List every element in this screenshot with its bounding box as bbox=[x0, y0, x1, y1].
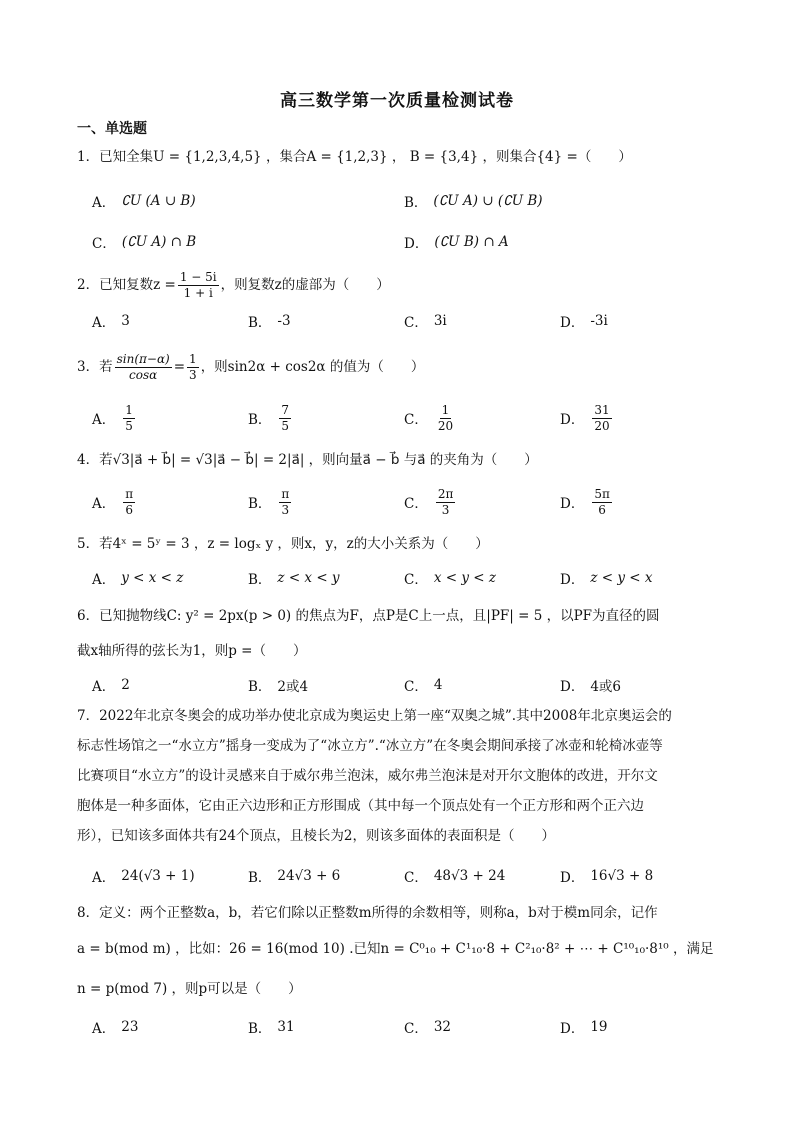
question-3-stem: 3．若 $\frac{\sin(\pi-\alpha)}{\cos\alpha}$ = $\frac{1}{3}$ ，则sin2α + cos2α 的值为（ ） bbox=[77, 351, 425, 382]
option-b[interactable]: B． 24√3 + 6 bbox=[248, 868, 341, 886]
option-a[interactable]: A． 2 bbox=[92, 677, 130, 695]
option-b[interactable]: B． (∁U A) ∪ (∁U B) bbox=[404, 193, 543, 211]
option-a[interactable]: A． $\frac{\pi}{6}$ bbox=[92, 486, 134, 517]
option-b[interactable]: B． z < x < y bbox=[248, 570, 340, 588]
option-d[interactable]: D． $\frac{5\pi}{6}$ bbox=[560, 486, 610, 517]
question-1-options-row2 bbox=[0, 227, 794, 257]
option-a[interactable]: A． $\frac{1}{5}$ bbox=[92, 402, 133, 433]
option-c[interactable]: C． 32 bbox=[404, 1019, 452, 1037]
option-b[interactable]: B． 31 bbox=[248, 1019, 295, 1037]
option-b[interactable]: B． 2或4 bbox=[248, 679, 309, 695]
fraction: $\frac{1 - 5i}{1 + i}$ bbox=[179, 269, 217, 300]
option-d[interactable]: D． -3i bbox=[560, 313, 608, 331]
question-1-stem: 1．已知全集U = {1,2,3,4,5} ，集合A = {1,2,3} ， B = {3,4} ，则集合{4} =（ ） bbox=[77, 149, 632, 165]
question-4-stem: 4．若√3|a⃗ + b⃗| = √3|a⃗ − b⃗| = 2|a⃗| ，则向量a⃗ − b⃗ 与a⃗ 的夹角为（ ） bbox=[77, 452, 538, 468]
option-d[interactable]: D． $\frac{31}{20}$ bbox=[560, 402, 610, 433]
question-7-stem-line3: 比赛项目“水立方”的设计灵感来自于威尔弗兰泡沫，威尔弗兰泡沫是对开尔文胞体的改进，开尔文 bbox=[77, 768, 658, 784]
option-a[interactable]: A． 24(√3 + 1) bbox=[92, 868, 195, 886]
page-title: 高三数学第一次质量检测试卷 bbox=[280, 91, 514, 111]
question-8-stem-line3: n = p(mod 7) ，则p可以是（ ） bbox=[77, 981, 302, 997]
question-6-stem-line1: 6．已知抛物线C: y² = 2px(p > 0) 的焦点为F，点P是C上一点，且|PF| = 5 ，以PF为直径的圆 bbox=[77, 608, 660, 624]
option-c[interactable]: C． x < y < z bbox=[404, 570, 496, 588]
question-4-options bbox=[0, 487, 794, 517]
fraction: $\frac{1}{3}$ bbox=[189, 351, 197, 382]
question-6-options bbox=[0, 670, 794, 700]
option-b[interactable]: B． -3 bbox=[248, 313, 291, 331]
option-d[interactable]: D． 4或6 bbox=[560, 679, 622, 695]
question-2-options bbox=[0, 306, 794, 336]
option-d[interactable]: D． 16√3 + 8 bbox=[560, 868, 654, 886]
question-7-options bbox=[0, 861, 794, 891]
option-c[interactable]: C． (∁U A) ∩ B bbox=[92, 234, 197, 252]
option-c[interactable]: C． $\frac{2\pi}{3}$ bbox=[404, 486, 454, 517]
question-3-options bbox=[0, 403, 794, 433]
question-6-stem-line2: 截x轴所得的弦长为1，则p =（ ） bbox=[77, 643, 307, 659]
option-a[interactable]: A． 3 bbox=[92, 313, 130, 331]
option-d[interactable]: D． (∁U B) ∩ A bbox=[404, 234, 509, 252]
option-c[interactable]: C． 48√3 + 24 bbox=[404, 868, 506, 886]
question-2-stem: 2．已知复数z = $\frac{1 - 5i}{1 + i}$ ，则复数z的虚部为（ ） bbox=[77, 269, 390, 300]
section-heading: 一、单选题 bbox=[77, 121, 147, 137]
question-1-options bbox=[0, 186, 794, 216]
question-7-stem-line5: 形），已知该多面体共有24个顶点，且棱长为2，则该多面体的表面积是（ ） bbox=[77, 828, 556, 844]
fraction: $\frac{\sin(\pi-\alpha)}{\cos\alpha}$ bbox=[116, 351, 170, 382]
question-5-stem: 5．若4ˣ = 5ʸ = 3 ，z = logₓ y ，则x，y，z的大小关系为（ ） bbox=[77, 536, 489, 552]
option-a[interactable]: A． 23 bbox=[92, 1019, 139, 1037]
question-5-options bbox=[0, 563, 794, 593]
option-a[interactable]: A． y < x < z bbox=[92, 570, 184, 588]
question-8-stem-line2: a = b(mod m) ，比如：26 = 16(mod 10) .已知n = C⁰₁₀ + C¹₁₀·8 + C²₁₀·8² + ⋯ + C¹⁰₁₀·8¹⁰ ，满足 bbox=[77, 941, 714, 957]
question-7-stem-line4: 胞体是一种多面体，它由正六边形和正方形围成（其中每一个顶点处有一个正方形和两个正六边 bbox=[77, 798, 644, 814]
option-d[interactable]: D． 19 bbox=[560, 1019, 608, 1037]
question-7-stem-line2: 标志性场馆之一“水立方”摇身一变成为了“冰立方”.“冰立方”在冬奥会期间承接了冰壶和轮椅冰壶等 bbox=[77, 738, 663, 754]
option-c[interactable]: C． $\frac{1}{20}$ bbox=[404, 402, 454, 433]
question-8-options bbox=[0, 1012, 794, 1042]
option-d[interactable]: D． z < y < x bbox=[560, 570, 653, 588]
option-c[interactable]: C． 3i bbox=[404, 313, 447, 331]
option-c[interactable]: C． 4 bbox=[404, 677, 443, 695]
option-b[interactable]: B． $\frac{7}{5}$ bbox=[248, 402, 290, 433]
option-b[interactable]: B． $\frac{\pi}{3}$ bbox=[248, 486, 290, 517]
question-8-stem-line1: 8．定义：两个正整数a，b，若它们除以正整数m所得的余数相等，则称a，b对于模m同余，记作 bbox=[77, 905, 658, 921]
option-a[interactable]: A． ∁U (A ∪ B) bbox=[92, 193, 196, 211]
question-7-stem-line1: 7．2022年北京冬奥会的成功举办使北京成为奥运史上第一座“双奥之城”.其中2008年北京奥运会的 bbox=[77, 708, 672, 724]
